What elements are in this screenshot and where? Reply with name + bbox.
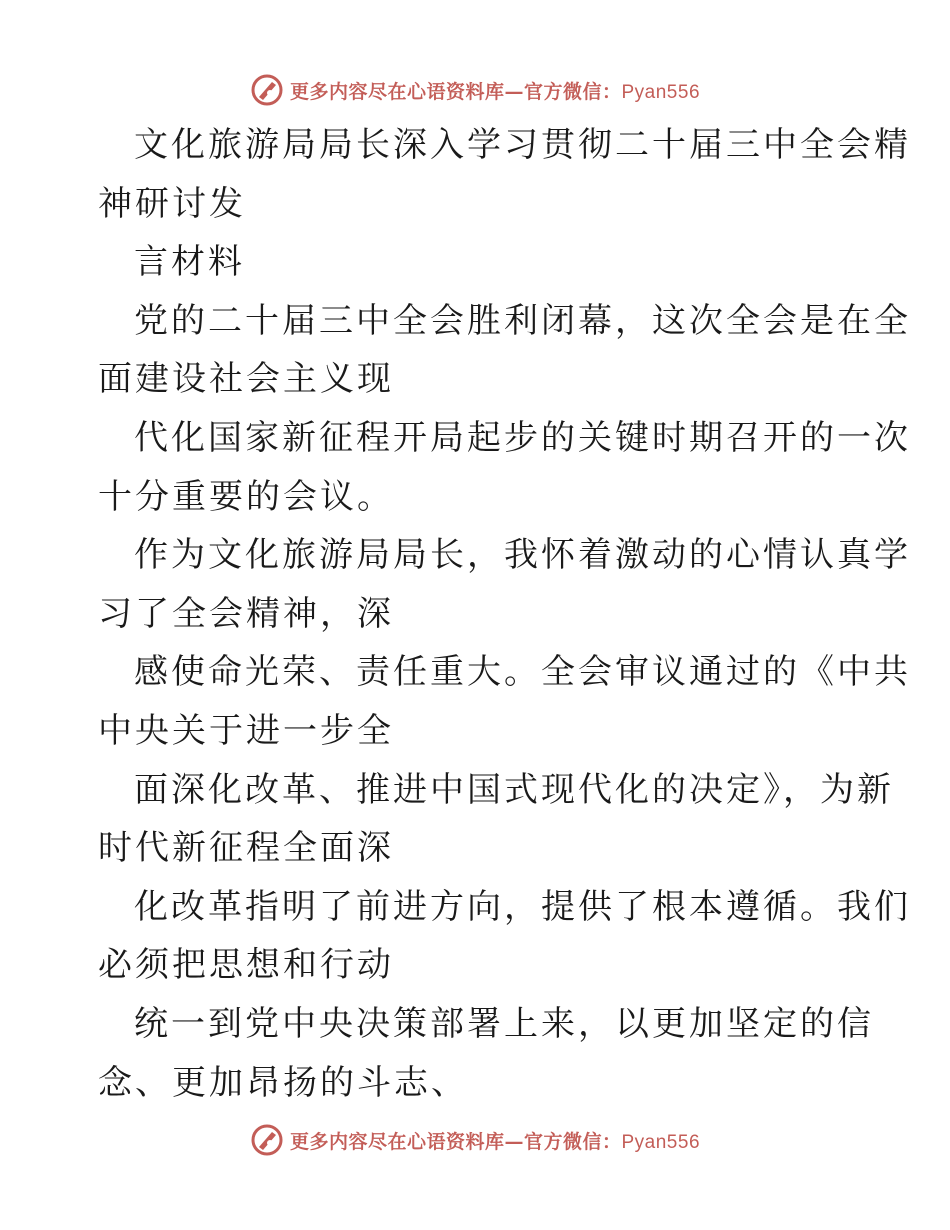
watermark-text: 更多内容尽在心语资料库—官方微信：Pyan556: [289, 1130, 701, 1153]
text-line: 代化国家新征程开局起步的关键时期召开的一次: [134, 417, 911, 458]
text-line: 文化旅游局局长深入学习贯彻二十届三中全会精: [134, 125, 911, 165]
document-body: [98, 116, 911, 1112]
header-watermark: [0, 70, 950, 110]
text-line: 念、更加昂扬的斗志、: [98, 1062, 468, 1103]
text-line: 面建设社会主义现: [98, 359, 394, 400]
text-line: 作为文化旅游局局长，我怀着激动的心情认真学: [134, 535, 911, 576]
text-line: 习了全会精神，深: [98, 593, 394, 634]
text-line: 面深化改革、推进中国式现代化的决定》，为新: [134, 769, 894, 810]
text-line: 中央关于进一步全: [98, 710, 394, 751]
pen-seal-logo-icon: [250, 73, 284, 107]
text-line: 党的二十届三中全会胜利闭幕，这次全会是在全: [134, 300, 911, 341]
text-line: 时代新征程全面深: [98, 828, 394, 869]
text-line: 十分重要的会议。: [98, 476, 394, 517]
pen-seal-logo-icon: [250, 1123, 284, 1157]
text-line: 化改革指明了前进方向，提供了根本遵循。我们: [134, 886, 911, 927]
text-line: 感使命光荣、责任重大。全会审议通过的《中共: [134, 652, 911, 693]
watermark-text: 更多内容尽在心语资料库—官方微信：Pyan556: [289, 80, 701, 103]
text-line: 言材料: [134, 242, 245, 283]
text-line: 必须把思想和行动: [98, 945, 394, 986]
footer-watermark: [0, 1120, 950, 1160]
text-line: 统一到党中央决策部署上来，以更加坚定的信: [134, 1003, 874, 1044]
text-line: 神研讨发: [98, 183, 246, 224]
